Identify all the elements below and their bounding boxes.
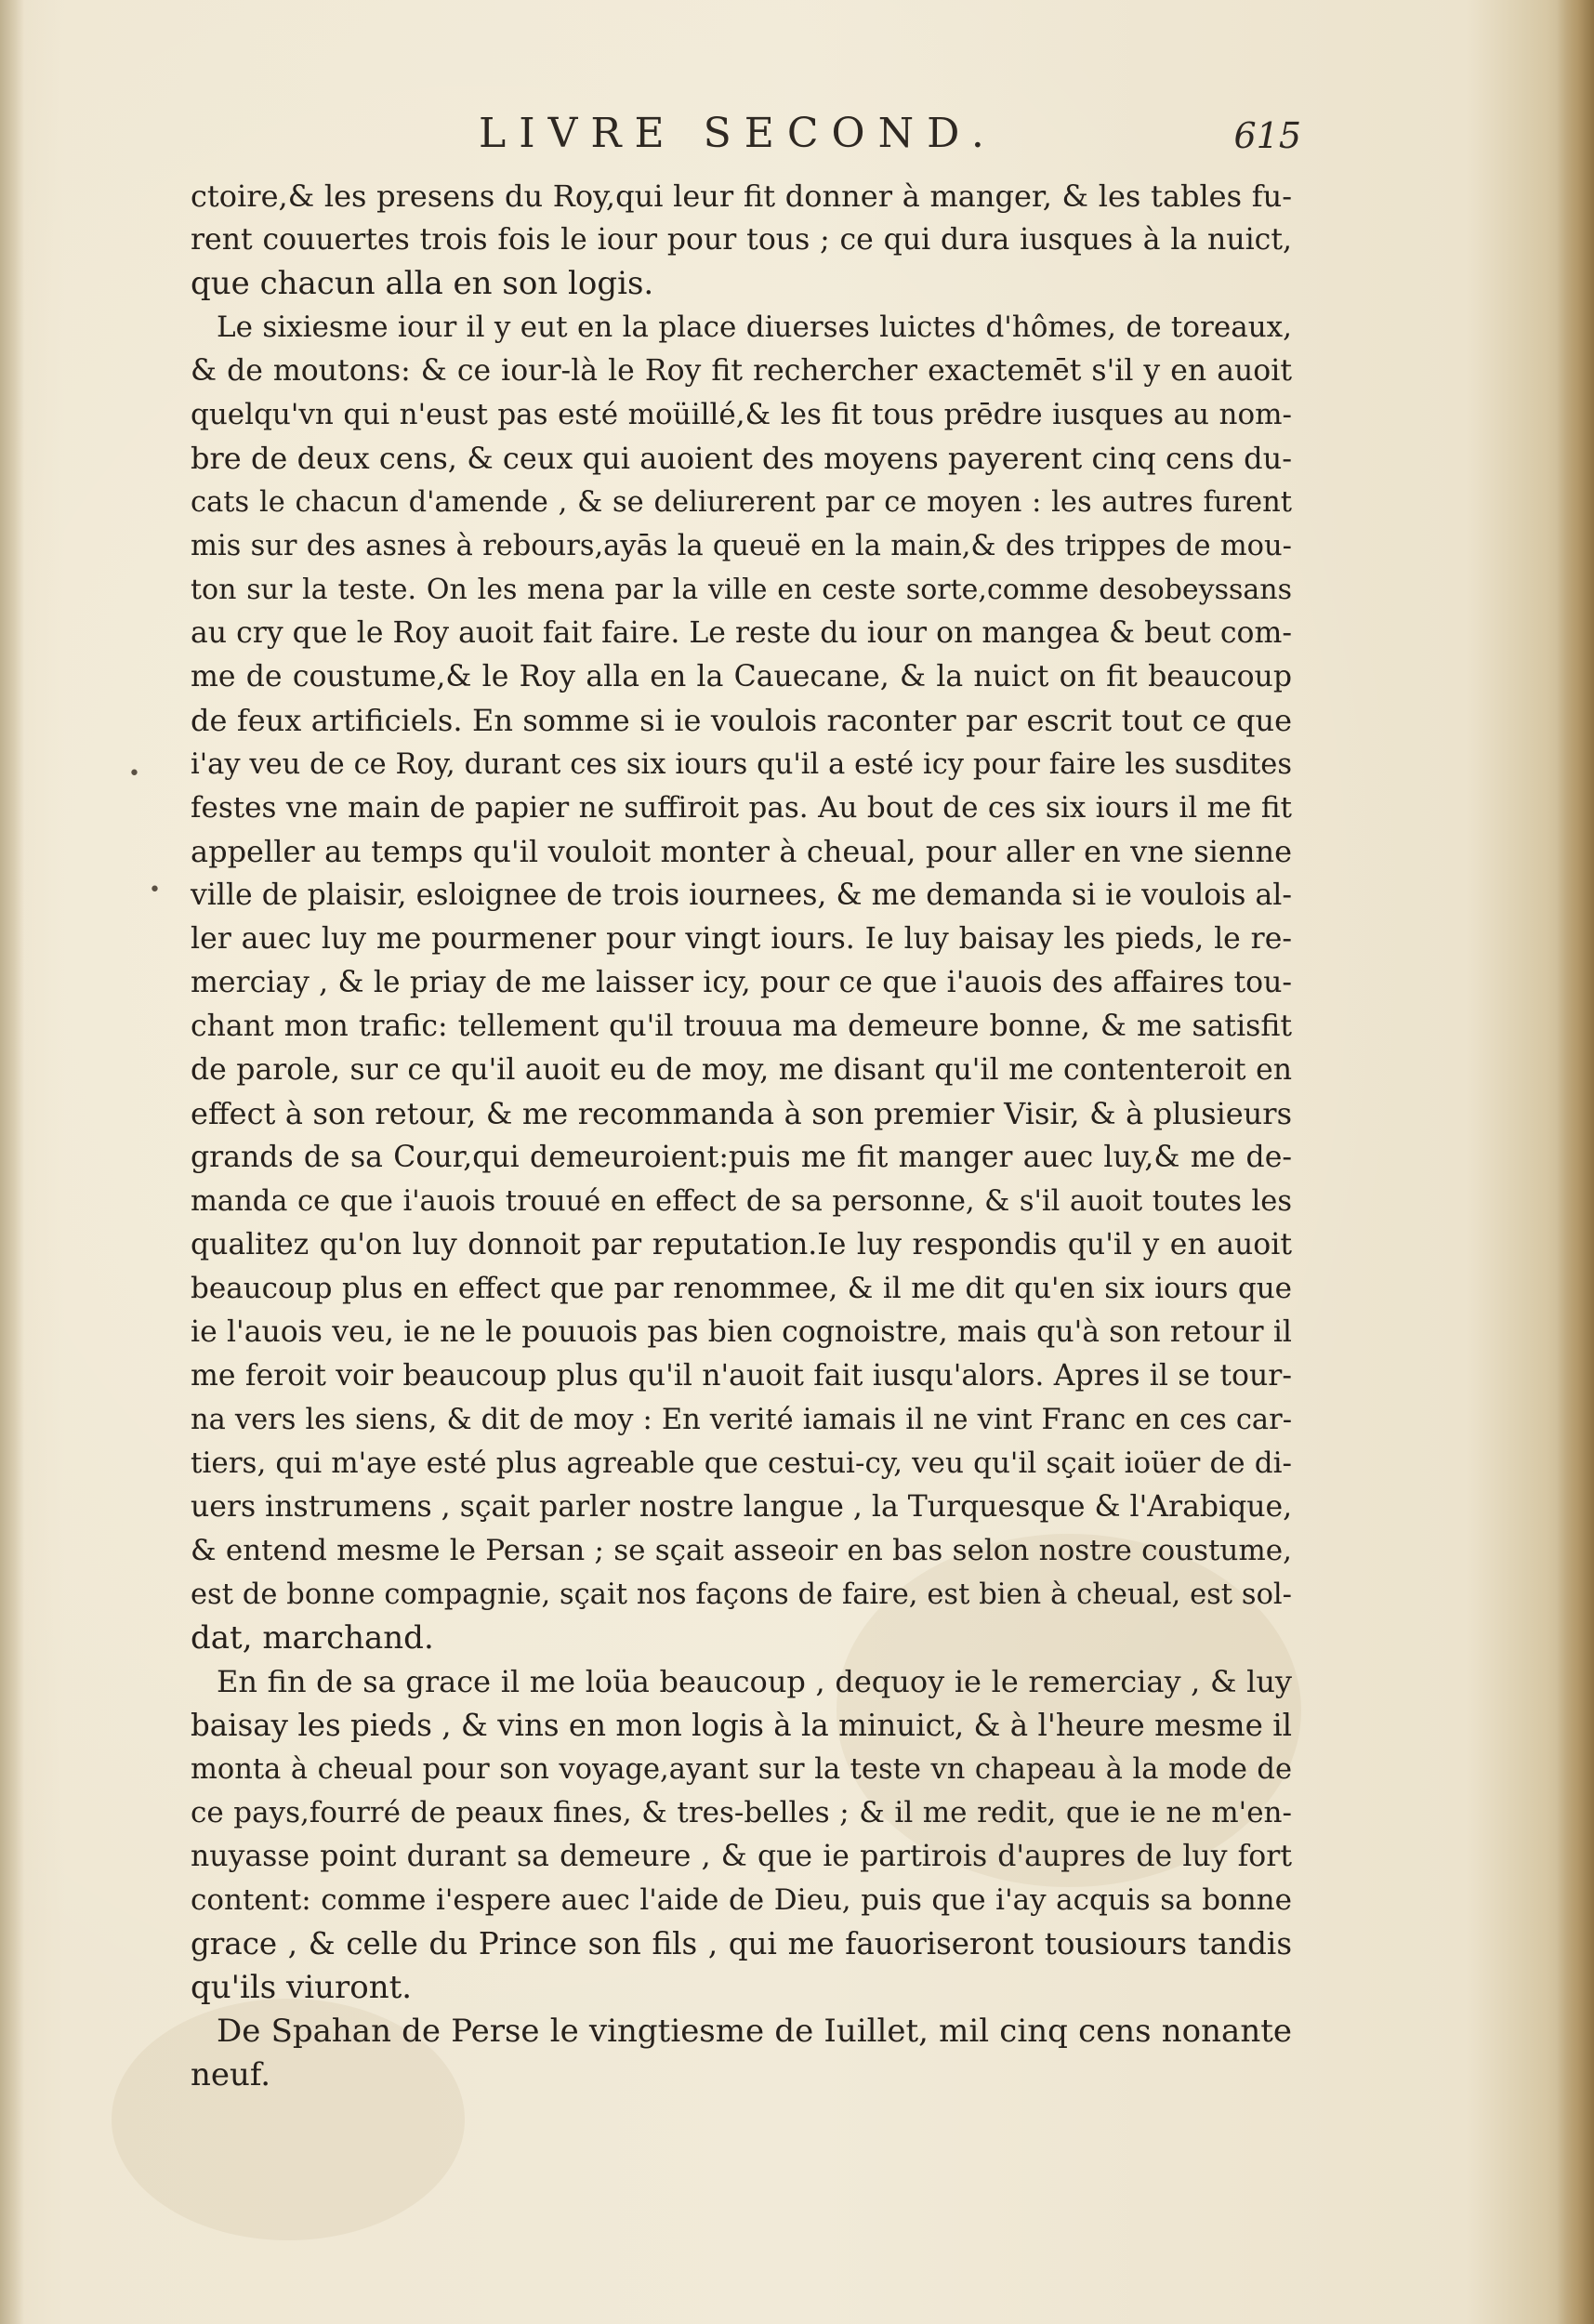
text-line: festes vne main de papier ne suffiroit pas. Au bout de ces six iours il me fit [191, 791, 1292, 825]
text-block [191, 175, 1292, 2097]
text-line: baisay les pieds , & vins en mon logis à la minuict, & à l'heure mesme il [191, 1708, 1292, 1743]
text-line: quelqu'vn qui n'eust pas esté moüillé,& les fit tous prēdre iusques au nom- [191, 398, 1292, 431]
text-line: nuyasse point durant sa demeure , & que ie partirois d'aupres de luy fort [191, 1840, 1292, 1873]
text-line: grands de sa Cour,qui demeuroient:puis me fit manger auec luy,& me de- [191, 1141, 1292, 1174]
text-line: effect à son retour, & me recommanda à son premier Visir, & à plusieurs [191, 1096, 1292, 1131]
text-line: ie l'auois veu, ie ne le pouuois pas bien cognoistre, mais qu'à son retour il [191, 1315, 1292, 1349]
text-line: est de bonne compagnie, sçait nos façons de faire, est bien à cheual, est sol- [191, 1578, 1292, 1611]
text-line: i'ay veu de ce Roy, durant ces six iours qu'il a esté icy pour faire les susdites [191, 748, 1292, 781]
text-line: neuf. [191, 2056, 271, 2093]
text-line: grace , & celle du Prince son fils , qui me fauoriseront tousiours tandis [191, 1926, 1292, 1961]
text-line: De Spahan de Perse le vingtiesme de Iuillet, mil cinq cens nonante [217, 2013, 1292, 2050]
text-line: content: comme i'espere auec l'aide de Dieu, puis que i'ay acquis sa bonne [191, 1883, 1292, 1917]
text-line: beaucoup plus en effect que par renommee, & il me dit qu'en six iours que [191, 1272, 1292, 1305]
text-line: de feux artificiels. En somme si ie voulois raconter par escrit tout ce que [191, 703, 1292, 738]
text-line: & de moutons: & ce iour-là le Roy fit rechercher exactemēt s'il y en auoit [191, 354, 1292, 388]
text-line: au cry que le Roy auoit fait faire. Le reste du iour on mangea & beut com- [191, 616, 1292, 650]
text-line: qualitez qu'on luy donnoit par reputation.Ie luy respondis qu'il y en auoit [191, 1228, 1292, 1261]
text-line: chant mon trafic: tellement qu'il trouua ma demeure bonne, & me satisfit [191, 1010, 1292, 1043]
text-line: appeller au temps qu'il vouloit monter à cheual, pour aller en vne sienne [191, 834, 1292, 869]
text-line: cats le chacun d'amende , & se deliurerent par ce moyen : les autres furent [191, 486, 1292, 519]
text-line: na vers les siens, & dit de moy : En verité iamais il ne vint Franc en ces car- [191, 1404, 1292, 1436]
page-gutter-shadow [1557, 0, 1594, 2324]
text-line: Le sixiesme iour il y eut en la place diuerses luictes d'hômes, de toreaux, [217, 310, 1292, 344]
text-line: uers instrumens , sçait parler nostre langue , la Turquesque & l'Arabique, [191, 1490, 1293, 1524]
text-line: me feroit voir beaucoup plus qu'il n'auoit fait iusqu'alors. Apres il se tour- [191, 1359, 1292, 1393]
page-number: 615 [1233, 115, 1301, 156]
text-line: mis sur des asnes à rebours,ayās la queuë en la main,& des trippes de mou- [191, 530, 1292, 562]
text-line: me de coustume,& le Roy alla en la Cauecane, & la nuict on fit beaucoup [191, 660, 1292, 693]
text-line: de parole, sur ce qu'il auoit eu de moy, me disant qu'il me contenteroit en [191, 1053, 1292, 1087]
text-line: ville de plaisir, esloignee de trois iournees, & me demanda si ie voulois al- [191, 878, 1292, 912]
text-line: ctoire,& les presens du Roy,qui leur fit donner à manger, & les tables fu- [191, 178, 1292, 214]
text-line: ler auec luy me pourmener pour vingt iours. Ie luy baisay les pieds, le re- [191, 922, 1292, 956]
text-line: & entend mesme le Persan ; se sçait asseoir en bas selon nostre coustume, [191, 1534, 1292, 1567]
margin-dot: • [149, 878, 161, 902]
text-line: monta à cheual pour son voyage,ayant sur la teste vn chapeau à la mode de [191, 1753, 1292, 1786]
text-line: rent couuertes trois fois le iour pour tous ; ce qui dura iusques à la nuict, [191, 223, 1292, 257]
text-line: ton sur la teste. On les mena par la ville en ceste sorte,comme desobeyssans [191, 574, 1292, 606]
text-line: En fin de sa grace il me loüa beaucoup , dequoy ie le remerciay , & luy [217, 1664, 1292, 1699]
running-title: LIVRE SECOND. [479, 110, 997, 157]
margin-dot: • [128, 762, 140, 786]
text-line: manda ce que i'auois trouué en effect de sa personne, & s'il auoit toutes les [191, 1185, 1292, 1218]
text-line: tiers, qui m'aye esté plus agreable que cestui-cy, veu qu'il sçait ioüer de di- [191, 1446, 1292, 1480]
text-line: merciay , & le priay de me laisser icy, pour ce que i'auois des affaires tou- [191, 966, 1292, 999]
text-line: ce pays,fourré de peaux fines, & tres-belles ; & il me redit, que ie ne m'en- [191, 1796, 1292, 1829]
page-left-edge [0, 0, 24, 2324]
text-line: dat, marchand. [191, 1619, 434, 1657]
running-head [186, 110, 1301, 175]
text-line: que chacun alla en son logis. [191, 265, 654, 302]
text-line: bre de deux cens, & ceux qui auoient des moyens payerent cinq cens du- [191, 441, 1292, 476]
text-line: qu'ils viuront. [191, 1969, 413, 2006]
